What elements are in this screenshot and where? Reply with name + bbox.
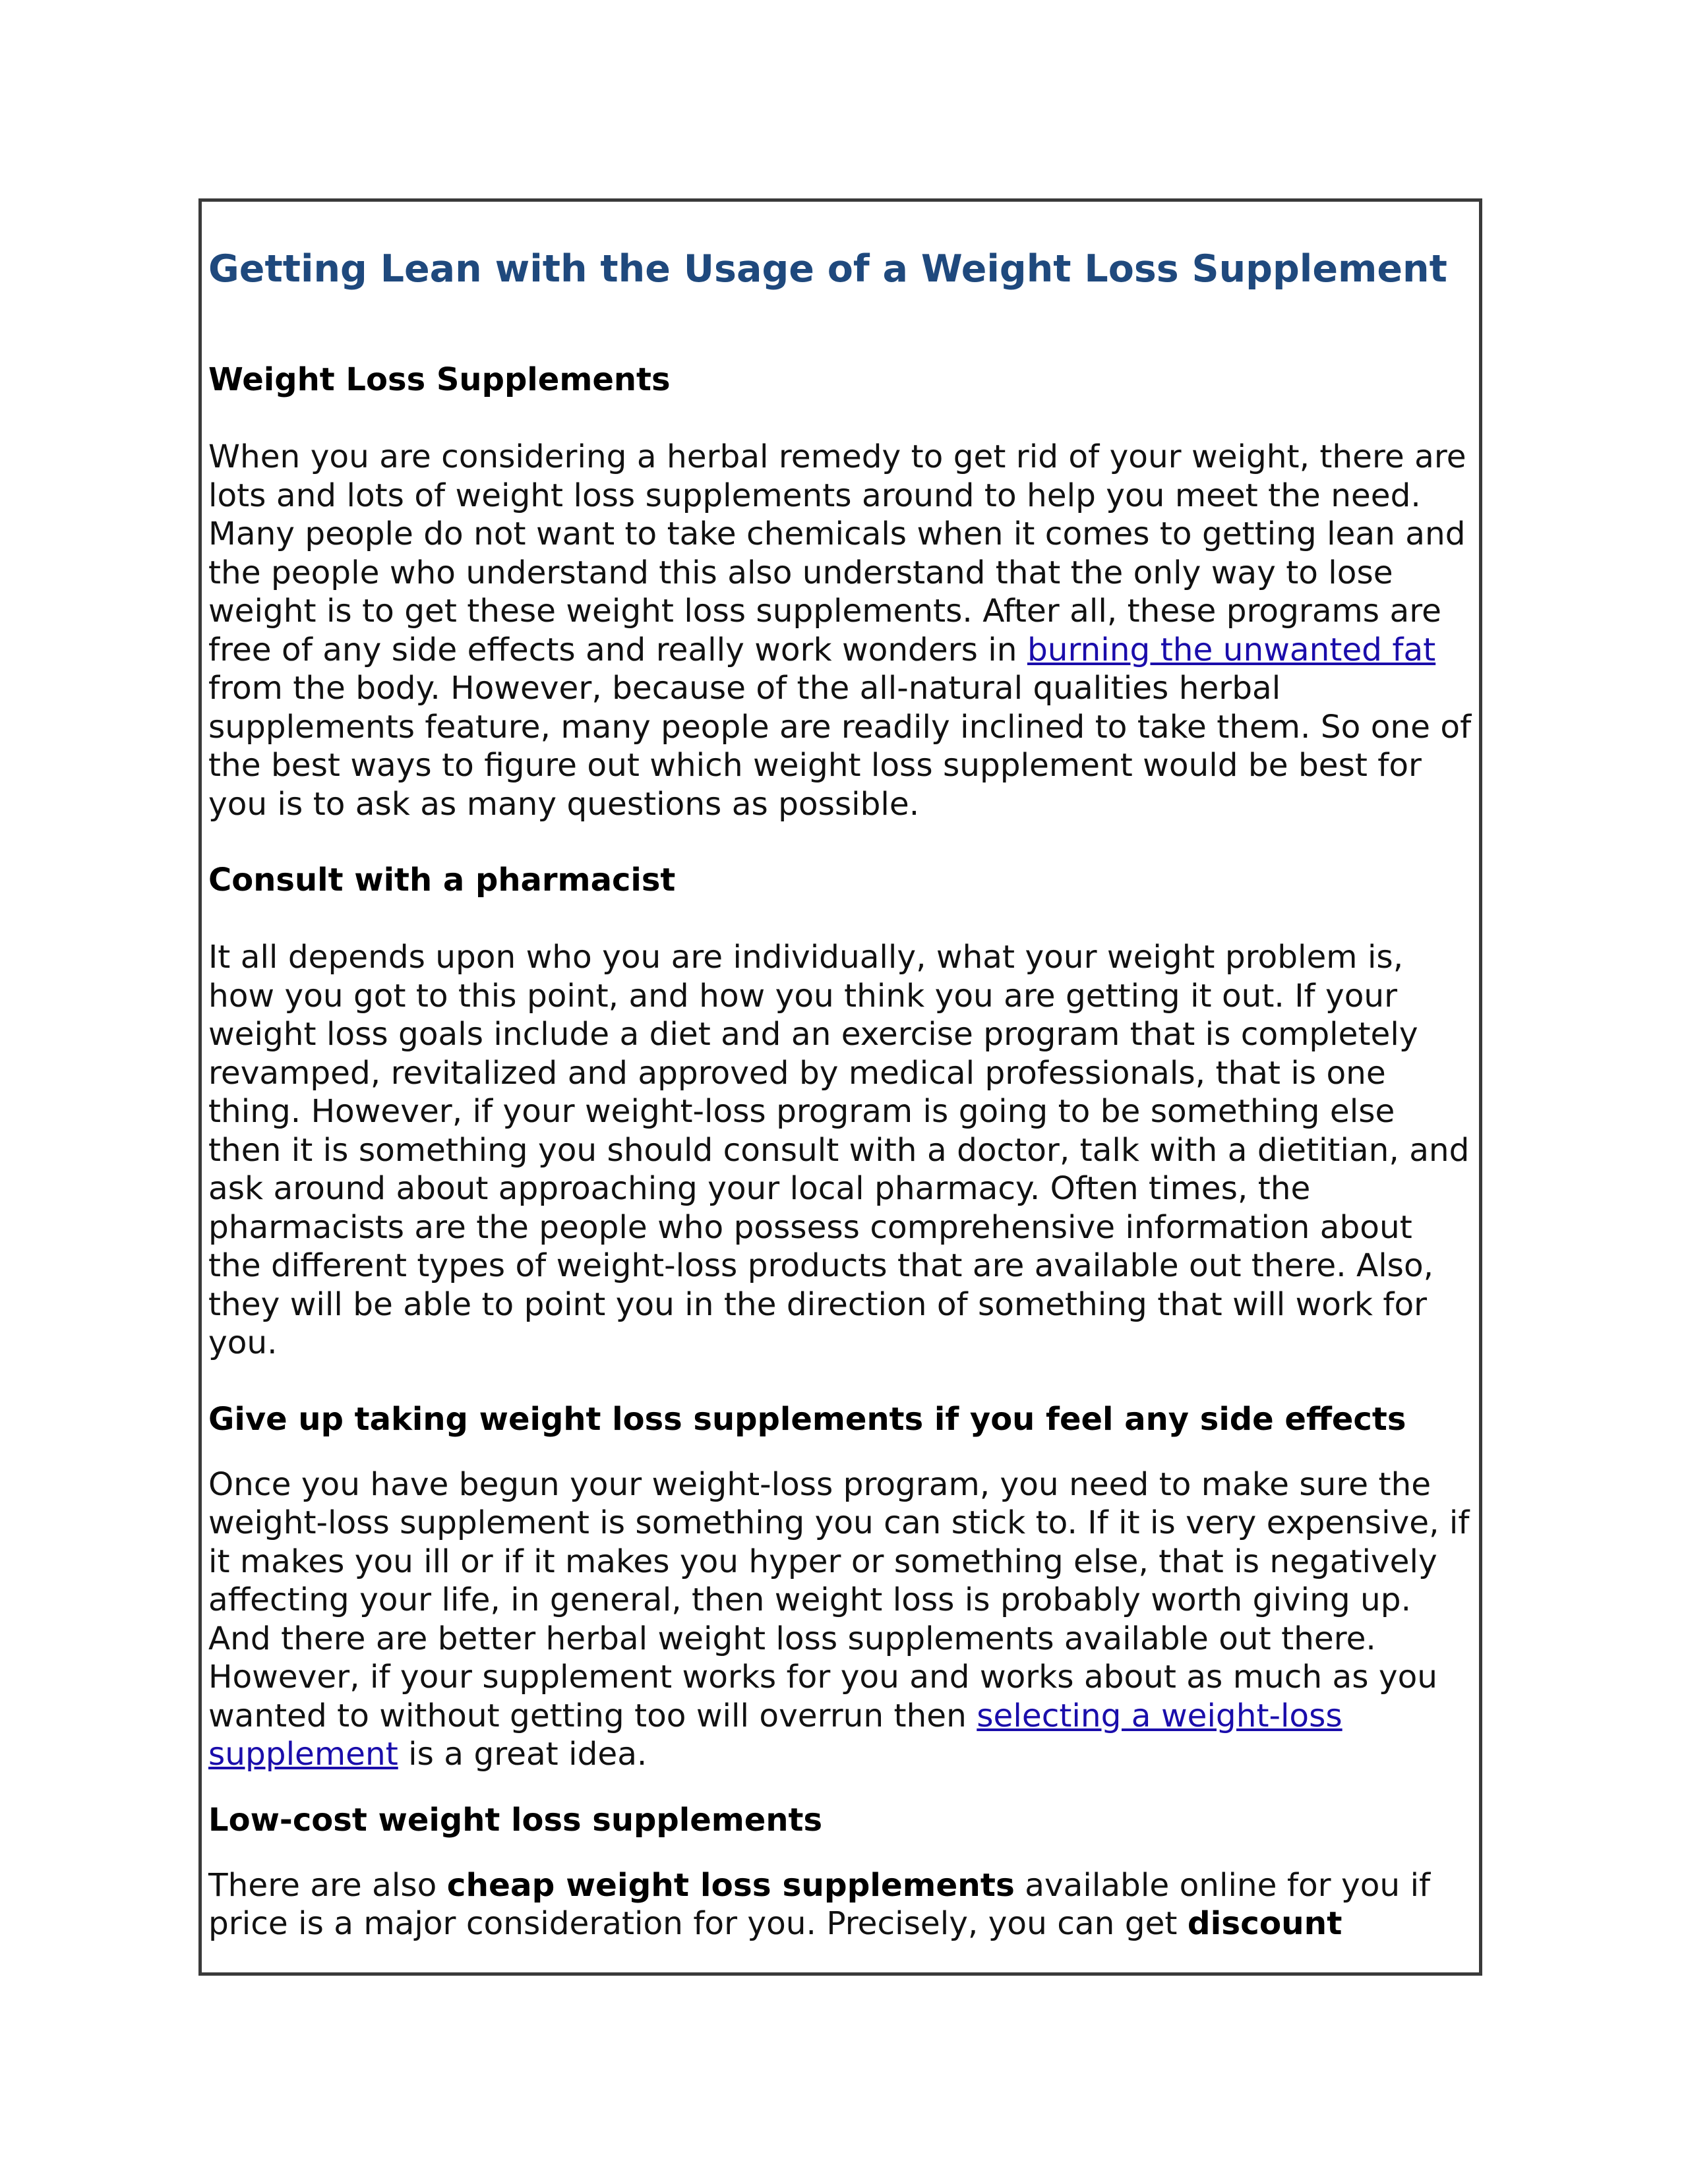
paragraph-text: available online for you if price is a major consideration for you. Precisely, you can get bbox=[208, 1866, 1431, 1942]
page-frame bbox=[198, 198, 1482, 1976]
selecting-supplement-link[interactable]: selecting a weight-loss supplement bbox=[208, 1697, 1342, 1773]
section-heading-weight-loss-supplements: Weight Loss Supplements bbox=[208, 361, 671, 398]
page-title: Getting Lean with the Usage of a Weight Loss Supplement bbox=[208, 247, 1447, 291]
paragraph-text: is a great idea. bbox=[398, 1736, 648, 1773]
burning-fat-link[interactable]: burning the unwanted fat bbox=[1027, 631, 1436, 668]
section-heading-low-cost: Low-cost weight loss supplements bbox=[208, 1801, 823, 1839]
section-heading-side-effects: Give up taking weight loss supplements if you feel any side effects bbox=[208, 1400, 1406, 1438]
section-paragraph-low-cost bbox=[208, 1866, 1474, 1943]
section-paragraph-consult-pharmacist: It all depends upon who you are individually, what your weight problem is, how you got to this point, and how you think you are getting it out. If your weight loss goals include a diet and an exercise program that is completely revamped, revitalized and approved by medical professionals, that is one thing. However, if your weight-loss program is going to be something else then it is something you should consult with a doctor, talk with a dietitian, and ask around about approaching your local pharmacy. Often times, the pharmacists are the people who possess comprehensive information about the different types of weight-loss products that are available out there. Also, they will be able to point you in the direction of something that will work for you. bbox=[208, 939, 1470, 1361]
section-paragraph-weight-loss-supplements bbox=[208, 438, 1474, 823]
section-heading-consult-pharmacist: Consult with a pharmacist bbox=[208, 862, 676, 899]
paragraph-text: There are also bbox=[208, 1866, 447, 1904]
bold-phrase: discount bbox=[1187, 1905, 1342, 1942]
section-paragraph-side-effects bbox=[208, 1465, 1474, 1774]
paragraph-text: Once you have begun your weight-loss program, you need to make sure the weight-loss supplement is something you can stick to. If it is very expensive, if it makes you ill or if it makes you hyper or something else, that is negatively affecting your life, in general, then weight loss is probably worth giving up. And there are better herbal weight loss supplements available out there. However, if your supplement works for you and works about as much as you wanted to without getting too will overrun then bbox=[208, 1465, 1470, 1734]
paragraph-text: from the body. However, because of the all-natural qualities herbal supplements feature, many people are readily inclined to take them. So one of the best ways to figure out which weight loss supplement would be best for you is to ask as many questions as possible. bbox=[208, 670, 1472, 823]
article bbox=[208, 202, 1474, 1943]
paragraph-text: When you are considering a herbal remedy to get rid of your weight, there are lots and lots of weight loss supplements around to help you meet the need. Many people do not want to take chemicals when it comes to getting lean and the people who understand this also understand that the only way to lose weight is to get these weight loss supplements. After all, these programs are free of any side effects and really work wonders in bbox=[208, 438, 1466, 668]
bold-phrase: cheap weight loss supplements bbox=[446, 1866, 1015, 1904]
